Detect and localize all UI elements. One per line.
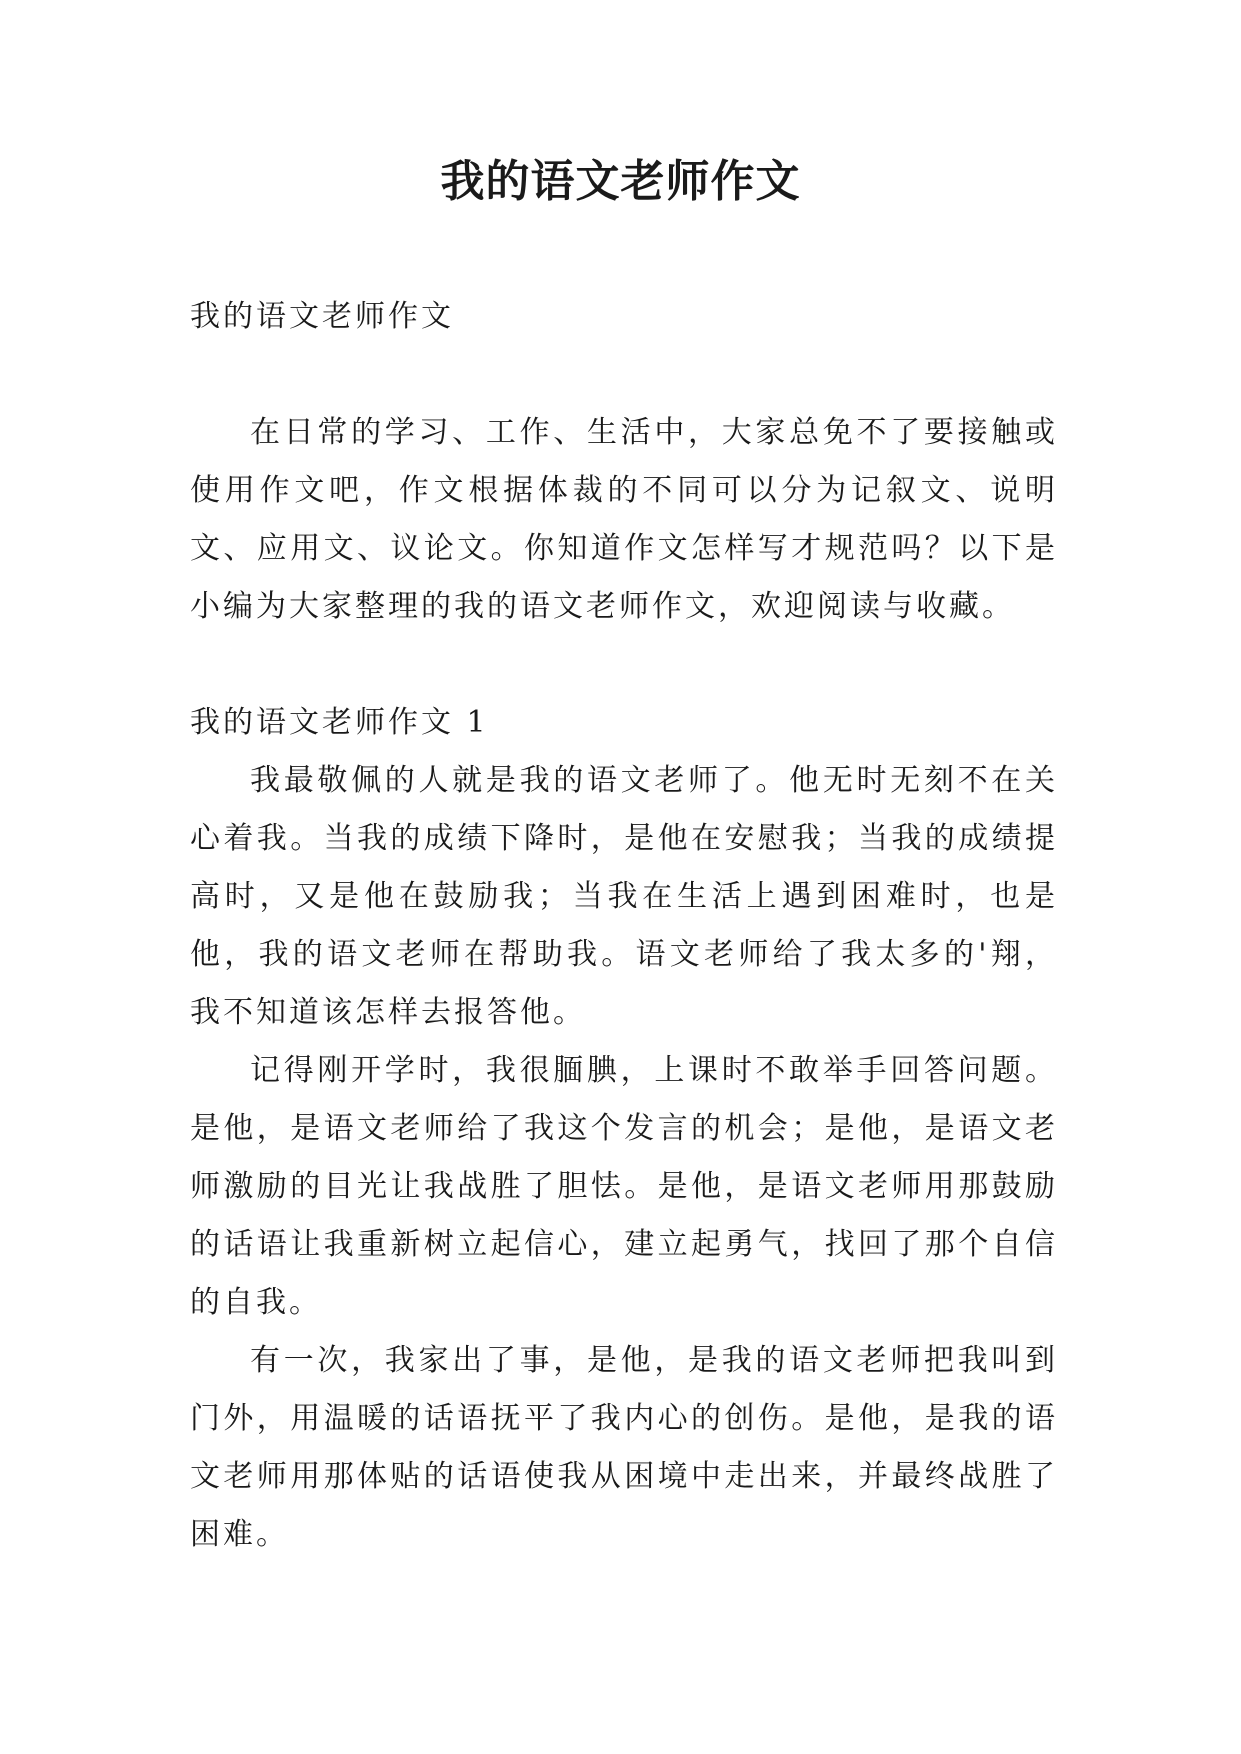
- body-paragraph-2: 记得刚开学时，我很腼腆，上课时不敢举手回答问题。是他，是语文老师给了我这个发言的机会；是他，是语文老师激励的目光让我战胜了胆怯。是他，是语文老师用那鼓励的话语让我重新树立起信心，建立起勇气，找回了那个自信的自我。: [190, 1053, 1058, 1320]
- document-title: 我的语文老师作文: [440, 156, 801, 207]
- document-subtitle: 我的语文老师作文: [190, 299, 454, 334]
- document-body: [190, 288, 1058, 1564]
- body-paragraph-3: 有一次，我家出了事，是他，是我的语文老师把我叫到门外，用温暖的话语抚平了我内心的创伤。是他，是我的语文老师用那体贴的话语使我从困境中走出来，并最终战胜了困难。: [190, 1343, 1058, 1552]
- intro-paragraph: 在日常的学习、工作、生活中，大家总免不了要接触或使用作文吧，作文根据体裁的不同可以分为记叙文、说明文、应用文、议论文。你知道作文怎样写才规范吗？以下是小编为大家整理的我的语文老师作文，欢迎阅读与收藏。: [190, 415, 1058, 624]
- section-heading: 我的语文老师作文 1: [190, 705, 489, 740]
- body-paragraph-1: 我最敬佩的人就是我的语文老师了。他无时无刻不在关心着我。当我的成绩下降时，是他在安慰我；当我的成绩提高时，又是他在鼓励我；当我在生活上遇到困难时，也是他，我的语文老师在帮助我。语文老师给了我太多的'翔，我不知道该怎样去报答他。: [190, 763, 1058, 1030]
